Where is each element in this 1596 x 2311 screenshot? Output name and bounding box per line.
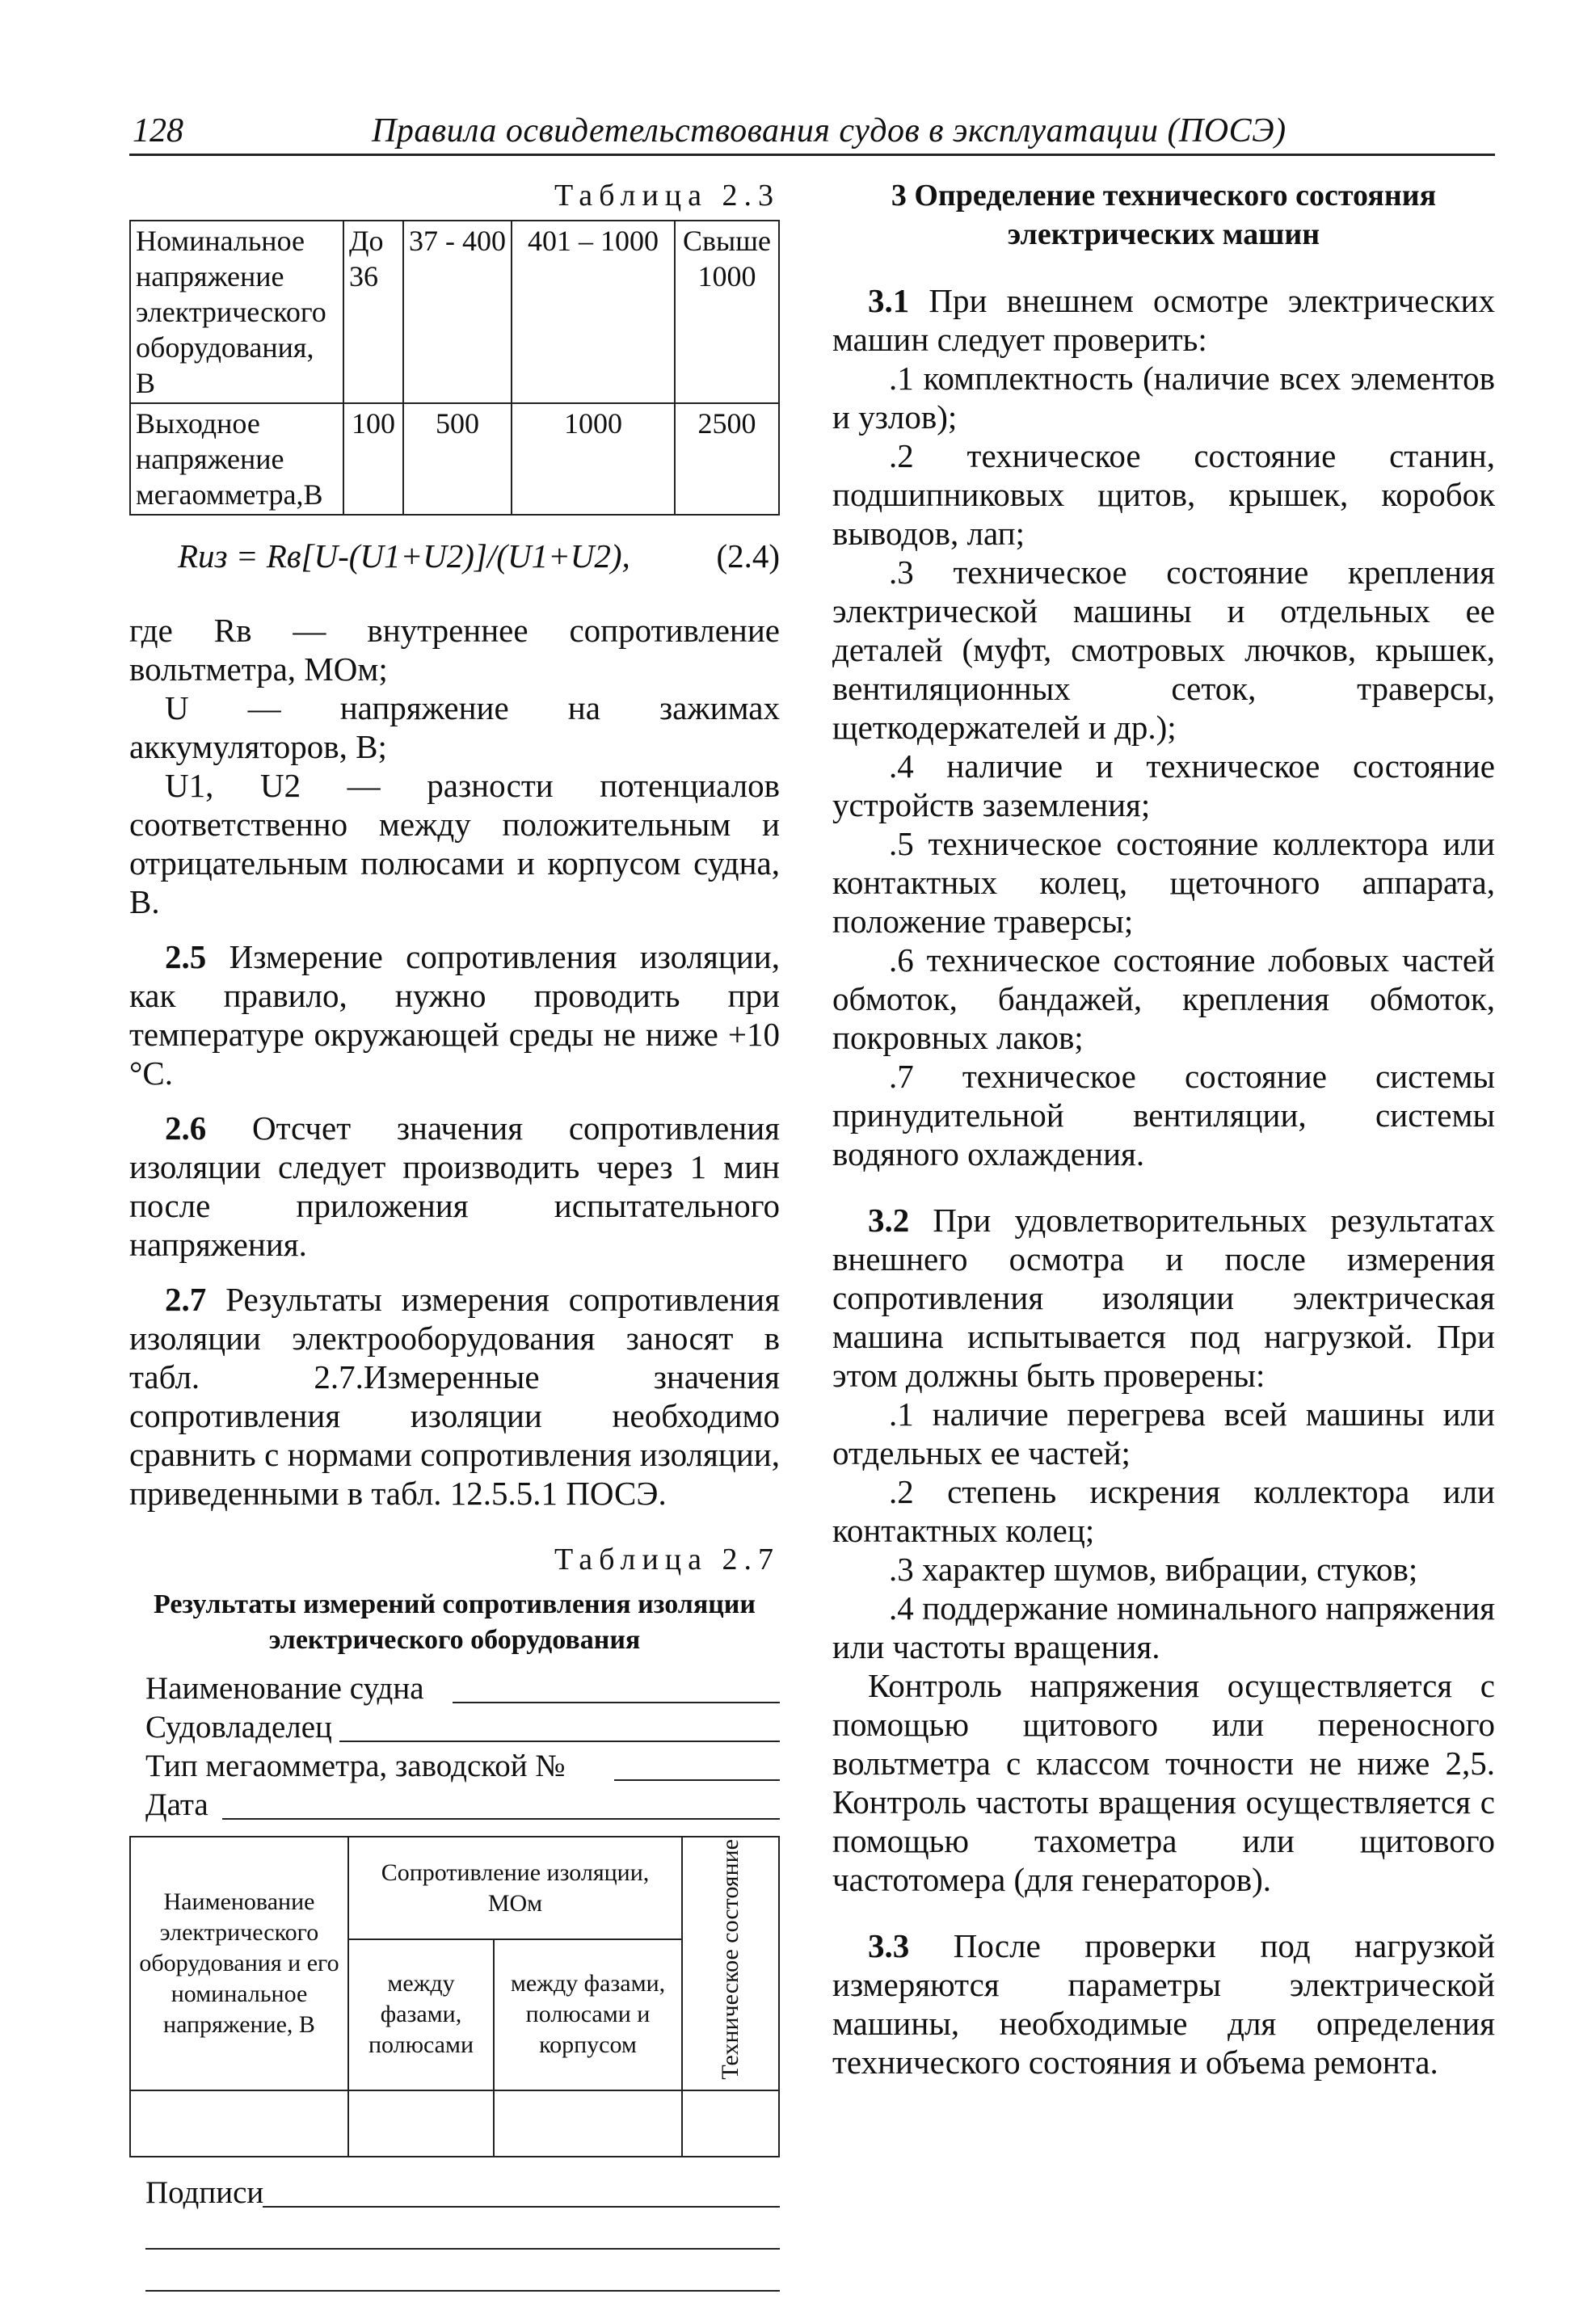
paragraph-3-3: 3.3 После проверки под нагрузкой измеряются параметры электрической машины, необходимые для определения технического состояния и объема ремонта.: [832, 1927, 1495, 2081]
list-item: .2 степень искрения коллектора или контактных колец;: [832, 1473, 1495, 1549]
table-2-3-caption: Таблица 2.3: [554, 179, 780, 213]
formula-text: Rиз = Rв[U-(U1+U2)]/(U1+U2),: [178, 537, 630, 575]
running-header: [129, 112, 1495, 156]
signatures-label: Подписи: [145, 2174, 264, 2210]
table-header-phases: между фазами, полюсами: [348, 1939, 494, 2090]
table-cell: Свыше 1000: [675, 221, 779, 403]
list-item: .4 поддержание номинального напряжения или частоты вращения.: [832, 1589, 1495, 1665]
formula-number: (2.4): [716, 537, 780, 575]
table-header-phases-hull: между фазами, полюсами и корпусом: [494, 1939, 682, 2090]
table-header-resistance: Сопротивление изоляции, МОм: [348, 1837, 682, 1939]
section-3-heading: 3 Определение технического состояния электрических машин: [891, 179, 1437, 251]
table-cell: [682, 2090, 779, 2157]
table-cell: 1000: [512, 403, 675, 515]
paragraph-2-5: 2.5 Измерение сопротивления изоляции, как правило, нужно проводить при температуре окружающей среды не ниже +10 °С.: [129, 938, 780, 1092]
table-cell: [130, 2090, 348, 2157]
field-meter-type: Тип мегаомметра, заводской №: [129, 1747, 780, 1786]
table-2-7-caption: Таблица 2.7: [554, 1543, 780, 1576]
field-vessel-name: Наименование судна: [129, 1669, 780, 1708]
formula-2-4: [129, 532, 780, 596]
table-row-empty: [130, 2090, 779, 2157]
list-item: .1 наличие перегрева всей машины или отдельных ее частей;: [832, 1395, 1495, 1471]
table-cell: 100: [343, 403, 403, 515]
left-column: [129, 176, 780, 2311]
table-cell: [348, 2090, 494, 2157]
table-2-7-title: Результаты измерений сопротивления изоляции электрического оборудования: [154, 1589, 756, 1655]
paragraph-3-1: 3.1 При внешнем осмотре электрических машин следует проверить:: [832, 282, 1495, 358]
signatures-block: [129, 2174, 780, 2311]
page-number: 128: [133, 112, 183, 149]
table-2-3: [129, 220, 780, 516]
field-date: Дата: [129, 1786, 780, 1825]
table-cell: 401 – 1000: [512, 221, 675, 403]
table-cell: 37 - 400: [403, 221, 512, 403]
list-item: .4 наличие и техническое состояние устройств заземления;: [832, 747, 1495, 823]
list-item: .2 техническое состояние станин, подшипниковых щитов, крышек, коробок выводов, лап;: [832, 437, 1495, 552]
list-item: .5 техническое состояние коллектора или контактных колец, щеточного аппарата, положение траверсы;: [832, 825, 1495, 940]
list-item: .3 характер шумов, вибрации, стуков;: [889, 1551, 1418, 1588]
table-cell: [494, 2090, 682, 2157]
table-2-7: [129, 1836, 780, 2157]
list-item: .1 комплектность (наличие всех элементов и узлов);: [832, 360, 1495, 436]
paragraph-3-2-tail: Контроль напряжения осуществляется с помощью щитового или переносного вольтметра с классом точности не ниже 2,5. Контроль частоты вращения осуществляется с помощью тахометра или щитового частотомера (для генераторов).: [832, 1667, 1495, 1898]
list-item: .7 техническое состояние системы принудительной вентиляции, системы водяного охлаждения.: [832, 1058, 1495, 1172]
table-row: [130, 221, 779, 403]
table-cell-label: Выходное напряжение мегаомметра,В: [130, 403, 343, 515]
where-u1u2: U1, U2 — разности потенциалов соответственно между положительным и отрицательным полюсами и корпусом судна, В.: [129, 767, 780, 920]
list-item: .6 техническое состояние лобовых частей обмоток, бандажей, крепления обмоток, покровных лаков;: [832, 941, 1495, 1056]
table-cell: До 36: [343, 221, 403, 403]
table-header-condition: Техническое состояние: [682, 1837, 779, 2090]
running-title: Правила освидетельствования судов в эксплуатации (ПОСЭ): [372, 112, 1286, 149]
table-cell-label: Номинальное напряжение электрического оборудования, В: [130, 221, 343, 403]
table-cell: 500: [403, 403, 512, 515]
where-rv: где Rв — внутреннее сопротивление вольтметра, МОм;: [129, 612, 780, 688]
table-cell: 2500: [675, 403, 779, 515]
paragraph-2-6: 2.6 Отсчет значения сопротивления изоляции следует производить через 1 мин после приложения испытательного напряжения.: [129, 1109, 780, 1263]
table-header-equipment: Наименование электрического оборудования и его номинальное напряжение, В: [130, 1837, 348, 2090]
list-item: .3 техническое состояние крепления электрической машины и отдельных ее деталей (муфт, смотровых лючков, крышек, вентиляционных сеток, траверсы, щеткодержателей и др.);: [832, 554, 1495, 746]
table-row: [130, 403, 779, 515]
paragraph-2-7: 2.7 Результаты измерения сопротивления изоляции электрооборудования заносят в табл. 2.7.Измеренные значения сопротивления изоляции необходимо сравнить с нормами сопротивления изоляции, приведенными в табл. 12.5.5.1 ПОСЭ.: [129, 1281, 780, 1512]
table-row: [130, 1837, 779, 1939]
field-owner: Судовладелец: [129, 1708, 780, 1747]
right-column: [832, 176, 1495, 2082]
where-u: U — напряжение на зажимах аккумуляторов, В;: [129, 689, 780, 765]
paragraph-3-2: 3.2 При удовлетворительных результатах внешнего осмотра и после измерения сопротивления изоляции электрическая машина испытывается под нагрузкой. При этом должны быть проверены:: [832, 1202, 1495, 1394]
